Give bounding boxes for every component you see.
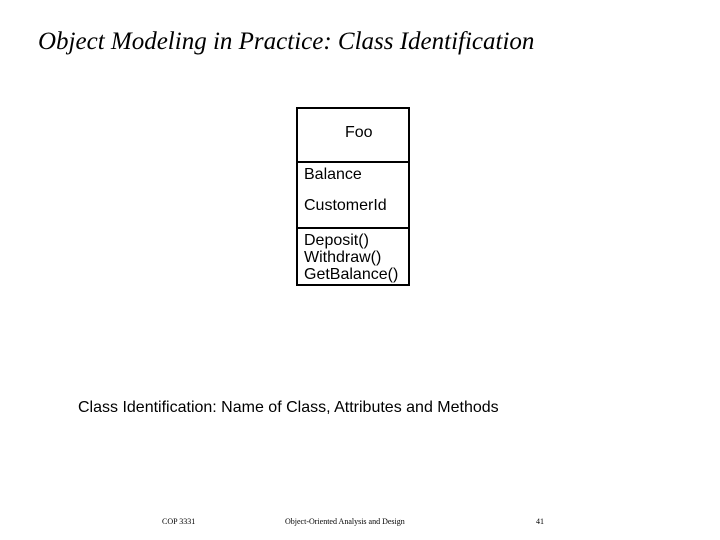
- slide-title: Object Modeling in Practice: Class Identification: [38, 28, 535, 55]
- footer-subject: Object-Oriented Analysis and Design: [285, 517, 405, 526]
- footer-page-number: 41: [536, 517, 544, 526]
- class-name: Foo: [345, 124, 373, 141]
- method-withdraw: Withdraw(): [304, 249, 382, 266]
- attribute-customer-id: CustomerId: [304, 197, 387, 214]
- uml-class-box: [296, 107, 410, 286]
- class-name-compartment: [298, 109, 408, 163]
- attribute-balance: Balance: [304, 166, 362, 183]
- attributes-compartment: [298, 163, 408, 229]
- diagram-caption: Class Identification: Name of Class, Attributes and Methods: [78, 399, 499, 416]
- method-deposit: Deposit(): [304, 232, 369, 249]
- footer-course: COP 3331: [162, 517, 196, 526]
- method-get-balance: GetBalance(): [304, 266, 399, 283]
